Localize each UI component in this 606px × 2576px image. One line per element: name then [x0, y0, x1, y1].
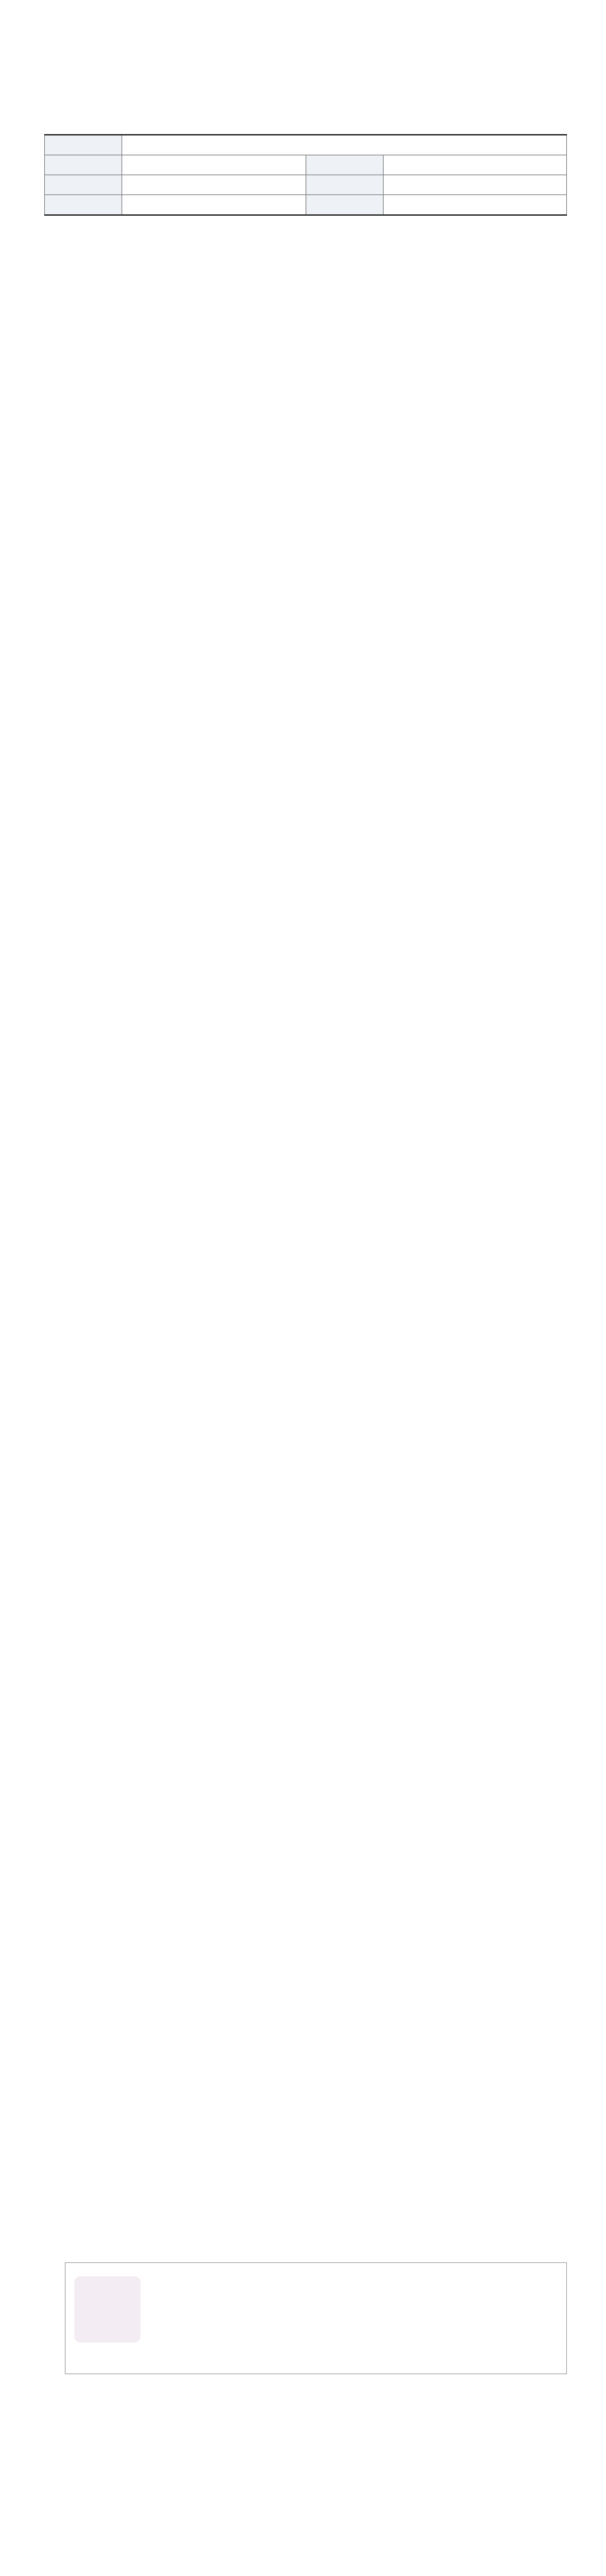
table-row [45, 175, 567, 195]
integrity-pledge-box [65, 2262, 567, 2374]
table-row [45, 135, 567, 155]
district-logo [74, 2276, 141, 2343]
table-row [45, 155, 567, 175]
table-row [45, 195, 567, 216]
info-table [44, 134, 567, 216]
